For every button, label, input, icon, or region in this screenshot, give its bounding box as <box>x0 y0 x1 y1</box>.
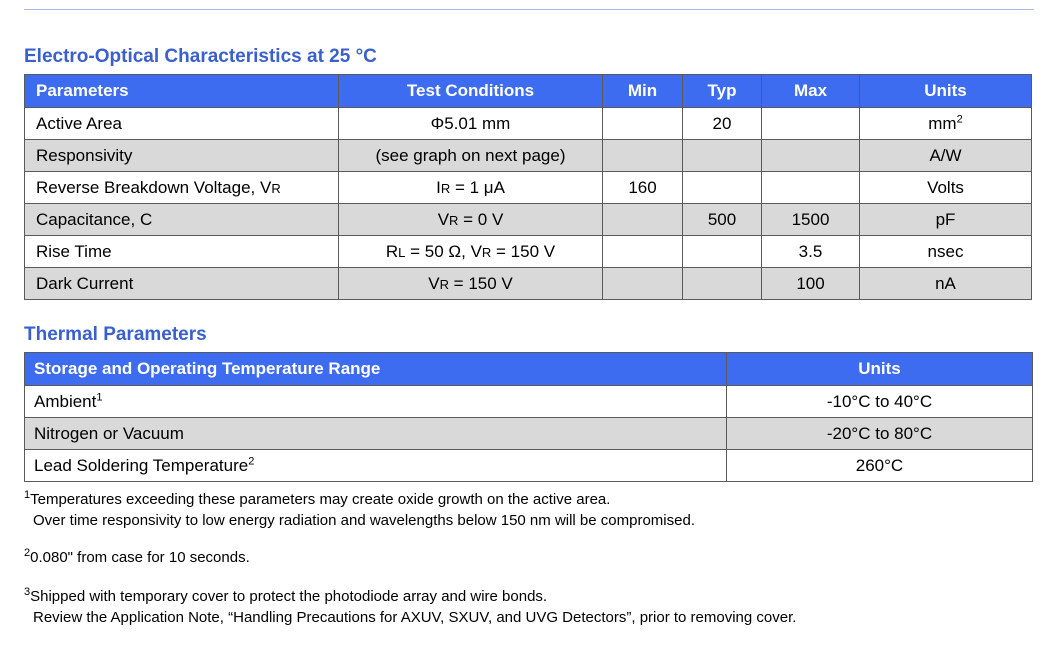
header-max: Max <box>762 75 860 108</box>
cell-min <box>603 268 683 300</box>
parameter-text: Reverse Breakdown Voltage, V <box>36 177 272 197</box>
cell-max <box>762 108 860 140</box>
cell-parameter <box>25 140 339 172</box>
cell-typ <box>683 268 762 300</box>
thermal-parameter-text: Lead Soldering Temperature <box>34 455 249 475</box>
thermal-row <box>25 418 1033 450</box>
cell-parameter <box>25 108 339 140</box>
cell-min <box>603 236 683 268</box>
electro-optical-table <box>24 74 1032 300</box>
condition-text: V <box>428 273 440 293</box>
cell-max <box>762 140 860 172</box>
thermal-parameter-text: Nitrogen or Vacuum <box>34 423 184 443</box>
header-min: Min <box>603 75 683 108</box>
header-thermal-units: Units <box>727 353 1033 386</box>
footnote-1 <box>24 489 695 531</box>
footnote-1-mark: 1 <box>24 489 31 501</box>
cell-typ: 500 <box>683 204 762 236</box>
cell-typ <box>683 140 762 172</box>
condition-text: = 1 μA <box>450 177 505 197</box>
footnote-2 <box>24 547 250 568</box>
cell-test-condition <box>339 236 603 268</box>
header-temperature-range: Storage and Operating Temperature Range <box>25 353 727 386</box>
unit-text: mm <box>928 113 957 133</box>
cell-test-condition <box>339 172 603 204</box>
condition-subscript: R <box>449 212 459 228</box>
cell-typ: 20 <box>683 108 762 140</box>
electro-row <box>25 236 1032 268</box>
unit-text: A/W <box>929 145 962 165</box>
electro-row <box>25 268 1032 300</box>
electro-row <box>25 204 1032 236</box>
header-parameters: Parameters <box>25 75 339 108</box>
condition-subscript: L <box>398 244 406 260</box>
header-test-conditions: Test Conditions <box>339 75 603 108</box>
cell-max: 1500 <box>762 204 860 236</box>
cell-test-condition <box>339 108 603 140</box>
condition-subscript: R <box>440 180 451 196</box>
cell-parameter <box>25 268 339 300</box>
cell-typ <box>683 236 762 268</box>
cell-min <box>603 140 683 172</box>
unit-superscript: 2 <box>956 112 963 125</box>
unit-text: nA <box>935 273 956 293</box>
condition-text: = 50 Ω, V <box>405 241 482 261</box>
thermal-table <box>24 352 1033 482</box>
condition-text: R <box>385 241 399 261</box>
parameter-subscript: R <box>271 180 281 196</box>
cell-max: 3.5 <box>762 236 860 268</box>
footnote-reference: 1 <box>96 390 103 403</box>
cell-thermal-value: -20°C to 80°C <box>727 418 1033 450</box>
cell-unit <box>860 172 1032 204</box>
footnote-2-line1: 0.080" from case for 10 seconds. <box>30 549 250 566</box>
condition-text: V <box>437 209 450 229</box>
electro-header-row <box>25 75 1032 108</box>
cell-unit <box>860 140 1032 172</box>
condition-text: = 150 V <box>491 241 556 261</box>
cell-unit <box>860 236 1032 268</box>
cell-test-condition <box>339 204 603 236</box>
cell-thermal-parameter <box>25 450 727 482</box>
cell-typ <box>683 172 762 204</box>
footnote-3-line2: Review the Application Note, “Handling Precautions for AXUV, SXUV, and UVG Detectors”, prior to removing cover. <box>33 609 797 626</box>
cell-thermal-parameter <box>25 386 727 418</box>
cell-test-condition <box>339 268 603 300</box>
parameter-text: Capacitance, C <box>36 209 153 229</box>
thermal-title: Thermal Parameters <box>24 324 207 345</box>
cell-min <box>603 108 683 140</box>
electro-row <box>25 140 1032 172</box>
cell-unit <box>860 108 1032 140</box>
footnote-reference: 2 <box>248 454 255 467</box>
parameter-text: Responsivity <box>36 145 133 165</box>
cell-min <box>603 204 683 236</box>
footnote-2-mark: 2 <box>24 547 31 559</box>
cell-parameter <box>25 172 339 204</box>
cell-thermal-value: 260°C <box>727 450 1033 482</box>
unit-text: Volts <box>927 177 964 197</box>
cell-thermal-parameter <box>25 418 727 450</box>
cell-test-condition <box>339 140 603 172</box>
parameter-text: Dark Current <box>36 273 134 293</box>
thermal-row <box>25 386 1033 418</box>
condition-text: (see graph on next page) <box>375 145 566 165</box>
condition-text: I <box>436 177 441 197</box>
parameter-text: Active Area <box>36 113 122 133</box>
footnote-1-line2: Over time responsivity to low energy radiation and wavelengths below 150 nm will be compromised. <box>33 512 695 529</box>
top-rule <box>24 9 1034 10</box>
thermal-row <box>25 450 1033 482</box>
footnote-3 <box>24 586 796 628</box>
footnote-3-mark: 3 <box>24 586 31 598</box>
cell-max: 100 <box>762 268 860 300</box>
condition-text: = 0 V <box>458 209 504 229</box>
cell-max <box>762 172 860 204</box>
cell-parameter <box>25 204 339 236</box>
condition-subscript: R <box>439 276 449 292</box>
electro-row <box>25 172 1032 204</box>
parameter-text: Rise Time <box>36 241 112 261</box>
cell-parameter <box>25 236 339 268</box>
header-typ: Typ <box>683 75 762 108</box>
footnote-3-line1: Shipped with temporary cover to protect the photodiode array and wire bonds. <box>30 588 548 605</box>
thermal-header-row <box>25 353 1033 386</box>
cell-min: 160 <box>603 172 683 204</box>
unit-text: nsec <box>927 241 964 261</box>
electro-row <box>25 108 1032 140</box>
condition-text: = 150 V <box>448 273 513 293</box>
cell-unit <box>860 204 1032 236</box>
footnote-1-line1: Temperatures exceeding these parameters may create oxide growth on the active area. <box>30 491 611 508</box>
electro-optical-title: Electro-Optical Characteristics at 25 °C <box>24 46 377 67</box>
thermal-parameter-text: Ambient <box>34 391 97 411</box>
condition-subscript: R <box>481 244 492 260</box>
condition-text: Φ5.01 mm <box>430 113 511 133</box>
unit-text: pF <box>935 209 956 229</box>
cell-unit <box>860 268 1032 300</box>
header-units: Units <box>860 75 1032 108</box>
cell-thermal-value: -10°C to 40°C <box>727 386 1033 418</box>
